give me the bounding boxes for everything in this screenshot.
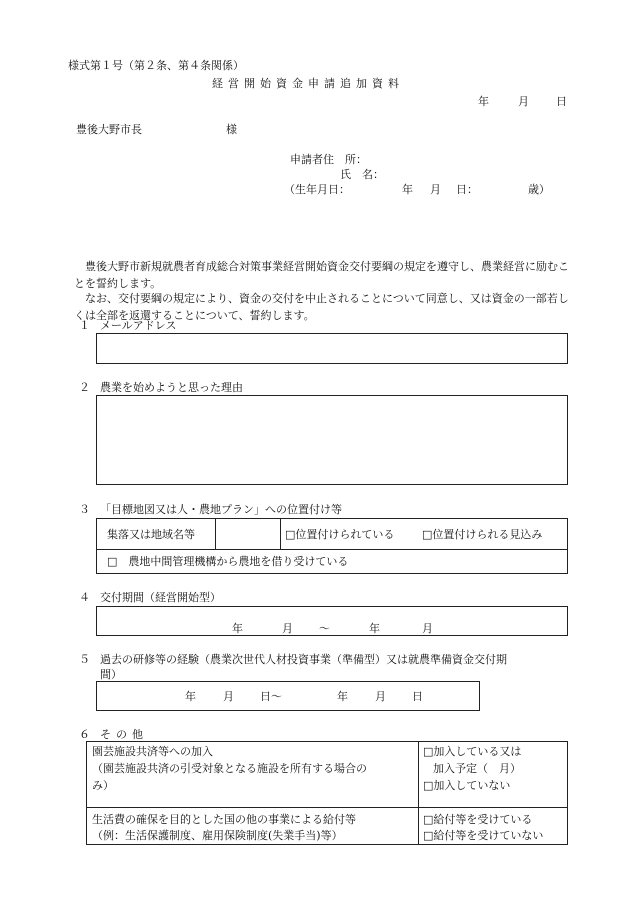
email-field[interactable] xyxy=(96,333,568,364)
addressee-suffix: 様 xyxy=(226,123,237,136)
applicant-birth-label: （生年月日： xyxy=(284,183,350,196)
section3-number: ３ xyxy=(79,503,90,516)
date-year-label: 年 xyxy=(478,95,489,108)
area-name-label: 集落又は地域名等 xyxy=(107,528,195,541)
benefit-label-line-1: 生活費の確保を目的とした国の他の事業による給付等 xyxy=(92,813,356,826)
section5-title-line-1: 過去の研修等の経験（農業次世代人材投資事業（準備型）又は就農準備資金交付期 xyxy=(100,653,507,666)
option-insured[interactable]: □加入している又は xyxy=(423,745,522,758)
option-positioned[interactable]: □位置付けられている xyxy=(285,528,395,541)
plan-table xyxy=(96,518,568,574)
date-month-label: 月 xyxy=(518,95,529,108)
date-day-label: 日 xyxy=(556,95,567,108)
section2-title: 農業を始めようと思った理由 xyxy=(100,381,243,394)
training-year-2: 年 xyxy=(337,690,348,703)
section6-title: その他 xyxy=(100,728,148,741)
training-month-1: 月 xyxy=(223,690,234,703)
option-not-receiving-benefits[interactable]: □給付等を受けていない xyxy=(423,829,544,842)
pledge-paragraph-2: なお、交付要綱の規定により、資金の交付を中止されることについて同意し、又は資金の一部若しくは全部を返還することについて、誓約します。 xyxy=(74,292,569,323)
benefit-label-line-2: （例：生活保護制度、雇用保険制度(失業手当)等） xyxy=(92,829,343,842)
period-year-2: 年 xyxy=(369,622,380,635)
section4-title: 交付期間（経営開始型） xyxy=(100,591,221,604)
insurance-label-line-2: （園芸施設共済の引受対象となる施設を所有する場合の xyxy=(92,762,367,775)
section6-number: ６ xyxy=(79,728,90,741)
reason-field[interactable] xyxy=(96,395,568,485)
other-table xyxy=(86,741,568,845)
section2-number: ２ xyxy=(79,381,90,394)
section4-number: ４ xyxy=(79,591,90,604)
section3-title: 「目標地図又は人・農地プラン」への位置付け等 xyxy=(100,503,342,516)
training-period-field[interactable] xyxy=(96,681,480,711)
training-month-2: 月 xyxy=(375,690,386,703)
section1-title: メールアドレス xyxy=(100,319,177,332)
plan-table-row-divider xyxy=(97,549,567,550)
other-table-row-divider xyxy=(87,807,567,808)
plan-table-col-divider-2 xyxy=(280,519,281,549)
option-expected[interactable]: □位置付けられる見込み xyxy=(422,528,543,541)
option-receiving-benefits[interactable]: □給付等を受けている xyxy=(423,813,533,826)
section5-title-line-2: 間） xyxy=(100,668,122,681)
section5-number: ５ xyxy=(79,653,90,666)
birth-day-label: 日： xyxy=(456,183,478,196)
birth-year-label: 年 xyxy=(402,183,413,196)
applicant-address-label: 申請者住 所： xyxy=(290,153,367,166)
training-day-2: 日 xyxy=(412,690,423,703)
period-month-1: 月 xyxy=(282,622,293,635)
option-not-insured[interactable]: □加入していない xyxy=(423,779,511,792)
insurance-label-line-3: み） xyxy=(92,779,114,792)
insurance-label-line-1: 園芸施設共済等への加入 xyxy=(92,745,213,758)
option-insured-planned: 加入予定（ 月） xyxy=(433,762,521,775)
page-title: 経営開始資金申請追加資料 xyxy=(212,77,404,90)
birth-month-label: 月 xyxy=(430,183,441,196)
form-label: 様式第１号（第２条、第４条関係） xyxy=(68,59,244,72)
training-year-1: 年 xyxy=(185,690,196,703)
pledge-paragraph-1: 豊後大野市新規就農者育成総合対策事業経営開始資金交付要綱の規定を遵守し、農業経営に励むことを誓約します。 xyxy=(74,260,569,291)
applicant-name-label: 氏 名： xyxy=(340,168,384,181)
area-name-field[interactable] xyxy=(216,519,280,549)
period-year-1: 年 xyxy=(232,622,243,635)
grant-period-field[interactable] xyxy=(96,606,568,636)
training-day-1: 日〜 xyxy=(260,690,282,703)
option-land-lease[interactable]: □ 農地中間管理機構から農地を借り受けている xyxy=(107,555,349,568)
period-month-2: 月 xyxy=(422,622,433,635)
applicant-age-label: 歳） xyxy=(528,183,550,196)
addressee-name: 豊後大野市長 xyxy=(76,123,142,136)
other-table-col-divider xyxy=(418,742,419,844)
section1-number: １ xyxy=(79,319,90,332)
period-tilde: 〜 xyxy=(319,622,330,635)
